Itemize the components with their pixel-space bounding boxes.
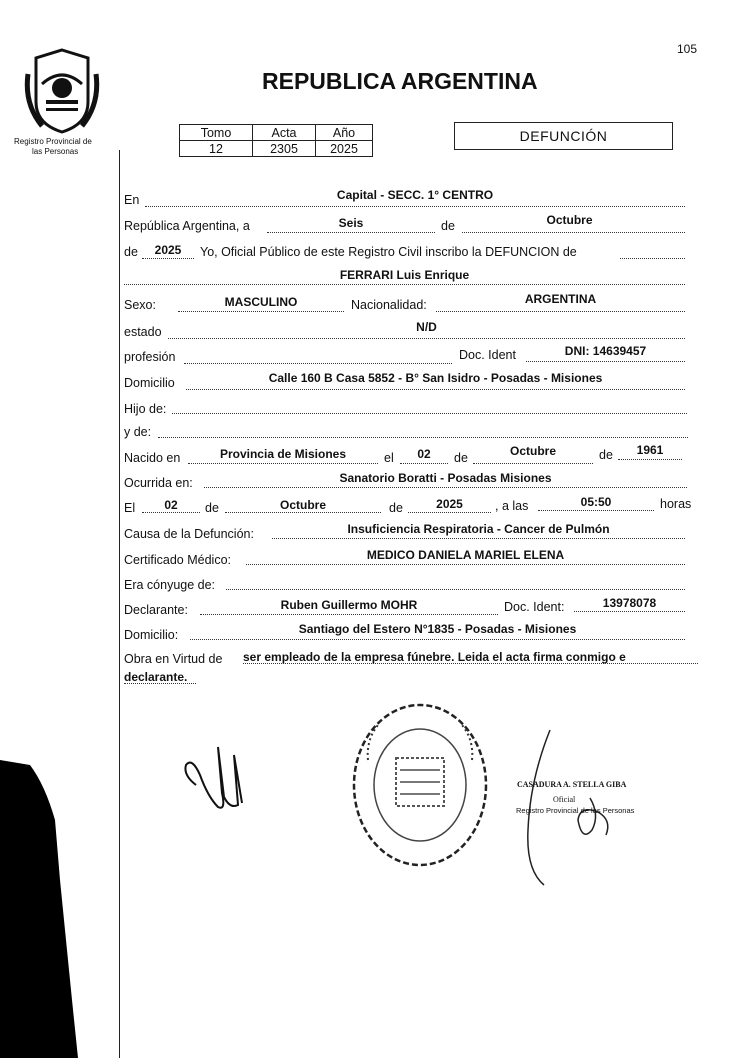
label-el: el	[384, 451, 394, 465]
official-office: Registro Provincial de las Personas	[516, 806, 635, 815]
dotted-line	[538, 510, 654, 511]
label-ocurrida-en: Ocurrida en:	[124, 476, 193, 490]
value-anio: 2025	[154, 243, 182, 257]
dotted-line	[436, 311, 685, 312]
label-doc-ident: Doc. Ident	[459, 348, 516, 362]
value-anio: 2025	[316, 141, 373, 157]
dotted-line	[145, 206, 685, 207]
value-obra-line1: ser empleado de la empresa fúnebre. Leida el acta firma conmigo e	[243, 650, 626, 664]
label-en: En	[124, 193, 140, 207]
label-de-start: de	[124, 245, 138, 259]
value-declarante-doc: 13978078	[602, 596, 657, 610]
label-intro: Yo, Oficial Público de este Registro Civil inscribo la DEFUNCION de	[200, 245, 577, 259]
dotted-line	[142, 258, 194, 259]
label-nacido-en: Nacido en	[124, 451, 181, 465]
label-certificado: Certificado Médico:	[124, 553, 231, 567]
logo-caption-line1: Registro Provincial de	[14, 137, 92, 146]
page-number: 105	[677, 42, 698, 56]
header-tomo: Tomo	[180, 125, 253, 141]
dotted-line	[124, 683, 196, 684]
page-title: REPUBLICA ARGENTINA	[262, 68, 538, 94]
label-republica: República Argentina, a	[124, 219, 250, 233]
label-conyuge: Era cónyuge de:	[124, 578, 216, 592]
dotted-line	[188, 463, 378, 464]
logo-caption-line2: las Personas	[32, 147, 79, 156]
value-defuncion-dia: 02	[164, 498, 178, 512]
label-de-a: de	[454, 451, 468, 465]
official-name: CASADURA A. STELLA GIBA	[517, 780, 627, 789]
label-nacionalidad: Nacionalidad:	[351, 298, 427, 312]
official-role: Oficial	[553, 795, 576, 804]
dotted-line	[473, 463, 593, 464]
value-declarante: Ruben Guillermo MOHR	[280, 598, 418, 612]
value-defuncion-anio: 2025	[436, 497, 463, 511]
dotted-line	[526, 361, 685, 362]
value-domicilio: Calle 160 B Casa 5852 - B° San Isidro - Posadas - Misiones	[268, 371, 603, 385]
label-y-de: y de:	[124, 425, 152, 439]
label-hijo-de: Hijo de:	[124, 402, 167, 416]
declarant-signature-icon	[178, 735, 253, 815]
label-obra: Obra en Virtud de	[124, 652, 223, 666]
dotted-line	[172, 413, 687, 414]
value-dni: DNI: 14639457	[564, 344, 647, 358]
value-nacido-anio: 1961	[636, 443, 664, 457]
dotted-line	[142, 512, 200, 513]
value-acta: 2305	[253, 141, 316, 157]
value-lugar: Capital - SECC. 1° CENTRO	[336, 188, 494, 202]
value-obra-line2: declarante.	[124, 670, 188, 684]
label-horas: horas	[660, 497, 692, 511]
label-de-b: de	[599, 448, 613, 462]
value-nombre: FERRARI Luis Enrique	[339, 268, 470, 282]
value-declarante-domicilio: Santiago del Estero N°1835 - Posadas - Misiones	[298, 622, 577, 636]
dotted-line	[462, 232, 685, 233]
value-estado: N/D	[416, 320, 437, 334]
value-nacido-mes: Octubre	[509, 444, 556, 458]
value-hora: 05:50	[580, 495, 612, 509]
dotted-line	[190, 639, 685, 640]
label-domicilio: Domicilio	[124, 376, 175, 390]
dotted-line	[124, 284, 685, 285]
dotted-line	[246, 564, 685, 565]
value-nacido-dia: 02	[417, 447, 431, 461]
label-domicilio2: Domicilio:	[124, 628, 179, 642]
label-el-cap: El	[124, 501, 136, 515]
dotted-line	[158, 437, 688, 438]
label-sexo: Sexo:	[124, 298, 156, 312]
header-acta: Acta	[253, 125, 316, 141]
dotted-line	[620, 258, 685, 259]
dotted-line	[186, 389, 685, 390]
registry-table	[179, 124, 373, 157]
dotted-line	[243, 663, 698, 664]
official-seal-icon	[348, 700, 493, 870]
dotted-line	[200, 614, 498, 615]
label-doc-ident2: Doc. Ident:	[504, 600, 565, 614]
label-declarante: Declarante:	[124, 603, 188, 617]
dotted-line	[400, 463, 448, 464]
dotted-line	[225, 512, 381, 513]
dotted-line	[178, 311, 344, 312]
value-dia-texto: Seis	[338, 216, 364, 230]
dotted-line	[184, 363, 452, 364]
value-nacido-lugar: Provincia de Misiones	[219, 447, 347, 461]
label-a-las: , a las	[495, 499, 529, 513]
value-certificado: MEDICO DANIELA MARIEL ELENA	[366, 548, 565, 562]
value-nacionalidad: ARGENTINA	[524, 292, 597, 306]
value-tomo: 12	[180, 141, 253, 157]
left-margin-rule	[119, 150, 120, 1058]
dotted-line	[408, 512, 491, 513]
dotted-line	[168, 338, 685, 339]
value-causa: Insuficiencia Respiratoria - Cancer de Pulmón	[347, 522, 610, 536]
label-de-d: de	[389, 501, 403, 515]
label-de-c: de	[205, 501, 219, 515]
dotted-line	[204, 487, 687, 488]
dotted-line	[226, 589, 685, 590]
scan-shadow	[0, 760, 78, 1058]
value-ocurrida-en: Sanatorio Boratti - Posadas Misiones	[339, 471, 552, 485]
dotted-line	[267, 232, 435, 233]
header-anio: Año	[316, 125, 373, 141]
dotted-line	[574, 611, 685, 612]
label-causa: Causa de la Defunción:	[124, 527, 254, 541]
official-signature-icon	[520, 720, 640, 890]
provincial-emblem-icon	[22, 44, 102, 134]
label-de-mid: de	[441, 219, 455, 233]
dotted-line	[272, 538, 685, 539]
label-profesion: profesión	[124, 350, 176, 364]
record-type-box: DEFUNCIÓN	[454, 122, 673, 150]
value-defuncion-mes: Octubre	[279, 498, 326, 512]
dotted-line	[618, 459, 682, 460]
value-mes: Octubre	[546, 213, 593, 227]
value-sexo: MASCULINO	[224, 295, 298, 309]
label-estado: estado	[124, 325, 162, 339]
